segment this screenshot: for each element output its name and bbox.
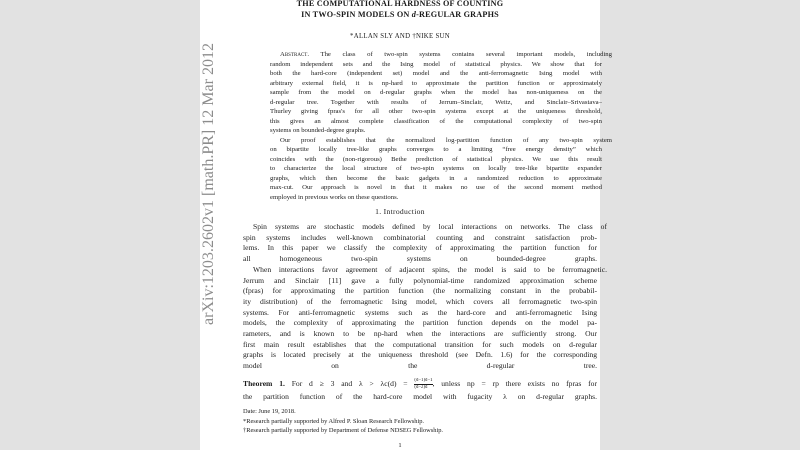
body-line: ity distribution) of the ferromagnetic Ising model, which covers all ferromagnetic two-spin: [243, 296, 597, 306]
body-line: Jerrum and Sinclair [11] gave a fully polynomial-time randomized approximation scheme: [243, 275, 597, 285]
abstract-line: systems on bounded-degree graphs.: [270, 127, 366, 134]
abstract-line: max-cut. Our approach is novel in that it makes no use of the second moment method: [270, 184, 602, 191]
abstract-label: Abstract.: [280, 51, 310, 58]
theorem-line: Theorem 1. For d ≥ 3 and λ > λc(d) = $\frac{(d-1)d-1}{(d-2)d}$ , unless np = rp there exists no fpras for: [243, 378, 597, 390]
footnote-2: †Research partially supported by Department of Defense NDSEG Fellowship.: [243, 427, 444, 434]
body-line: Spin systems are stochastic models defined by local interactions on networks. The class of: [253, 222, 607, 231]
page-number: 1: [398, 442, 402, 449]
body-line: models, the complexity of approximating the partition function depends on the model pa-: [243, 318, 597, 328]
section-heading: 1. Introduction: [375, 207, 425, 216]
theorem-line: the partition function of the hard-core model with fugacity λ on d-regular graphs.: [243, 392, 597, 401]
lambda-c-fraction: $\frac{(d-1)d-1}{(d-2)d}$: [414, 378, 433, 390]
arxiv-id-text: arXiv:1203.2602v1 [math.PR] 12 Mar 2012: [200, 53, 217, 325]
body-line: lems. In this paper we classify the complexity of approximating the partition function for: [243, 243, 597, 253]
theorem-label: Theorem 1.: [243, 379, 285, 388]
abstract-line: arbitrary external field, it is np-hard to approximate the partition function or approximately: [270, 79, 602, 87]
body-line: model on the d-regular tree.: [243, 361, 597, 371]
arxiv-stamp: [186, 43, 226, 325]
body-line: all homogeneous two-spin systems on bounded-degree graphs.: [243, 254, 597, 264]
paper-authors: *ALLAN SLY AND †NIKE SUN: [350, 33, 450, 40]
abstract-line: graphs, which then become the basic gadgets in a randomized reduction to approximate: [270, 174, 602, 182]
abstract-line: sample from the model on d-regular graphs when the model has non-uniqueness on the: [270, 89, 602, 96]
abstract-line: d-regular tree. Together with results of Jerrum–Sinclair, Weitz, and Sinclair–Srivastava–: [270, 98, 602, 106]
abstract-line: on bipartite locally tree-like graphs converges to a limiting “free energy density” which: [270, 146, 602, 153]
paper-title-line1: THE COMPUTATIONAL HARDNESS OF COUNTING: [296, 0, 504, 8]
abstract-line: Abstract. The class of two-spin systems contains several important models, including: [280, 51, 612, 58]
body-line: When interactions favor agreement of adjacent spins, the model is said to be ferromagnetic.: [253, 264, 607, 274]
body-line: first main result establishes that the computational transition for such models on d-regular: [243, 339, 597, 349]
body-line: rameters, and is known to be np-hard when the interactions are sufficiently strong. Our: [243, 329, 597, 338]
abstract-line: both the hard-core (independent set) model and the anti-ferromagnetic Ising model with: [270, 70, 602, 77]
footnote-1: *Research partially supported by Alfred P. Sloan Research Fellowship.: [243, 417, 425, 425]
body-line: graphs is located precisely at the uniqueness threshold (see Defn. 1.6) for the corresponding: [243, 350, 597, 360]
abstract-line: this gives an almost complete classification of the computational complexity of two-spin: [270, 117, 602, 125]
abstract-line: Thurley giving fpras's for all other two-spin systems except at the uniqueness threshold,: [270, 108, 602, 115]
body-line: (fpras) for approximating the partition function (the normalizing constant in the probabil-: [243, 286, 597, 296]
body-line: spin systems includes well-known combinatorial counting and constraint satisfaction prob-: [243, 232, 597, 242]
abstract-line: to characterize the local structure of two-spin systems on locally tree-like bipartite expander: [270, 165, 602, 172]
abstract-line: coincides with the (non-rigorous) Bethe prediction of statistical physics. We use this result: [270, 155, 602, 163]
abstract-line: employed in previous works on these questions.: [270, 193, 399, 201]
abstract-line: random independent sets and the Ising model of statistical physics. We show that for: [270, 60, 602, 68]
abstract-line: Our proof establishes that the normalized log-partition function of any two-spin system: [280, 136, 612, 144]
body-line: systems. For anti-ferromagnetic systems such as the hard-core and anti-ferromagnetic Ising: [243, 307, 597, 317]
footnote-date: Date: June 19, 2018.: [243, 408, 296, 415]
paper-title-line2: IN TWO-SPIN MODELS ON d-REGULAR GRAPHS: [301, 10, 499, 19]
